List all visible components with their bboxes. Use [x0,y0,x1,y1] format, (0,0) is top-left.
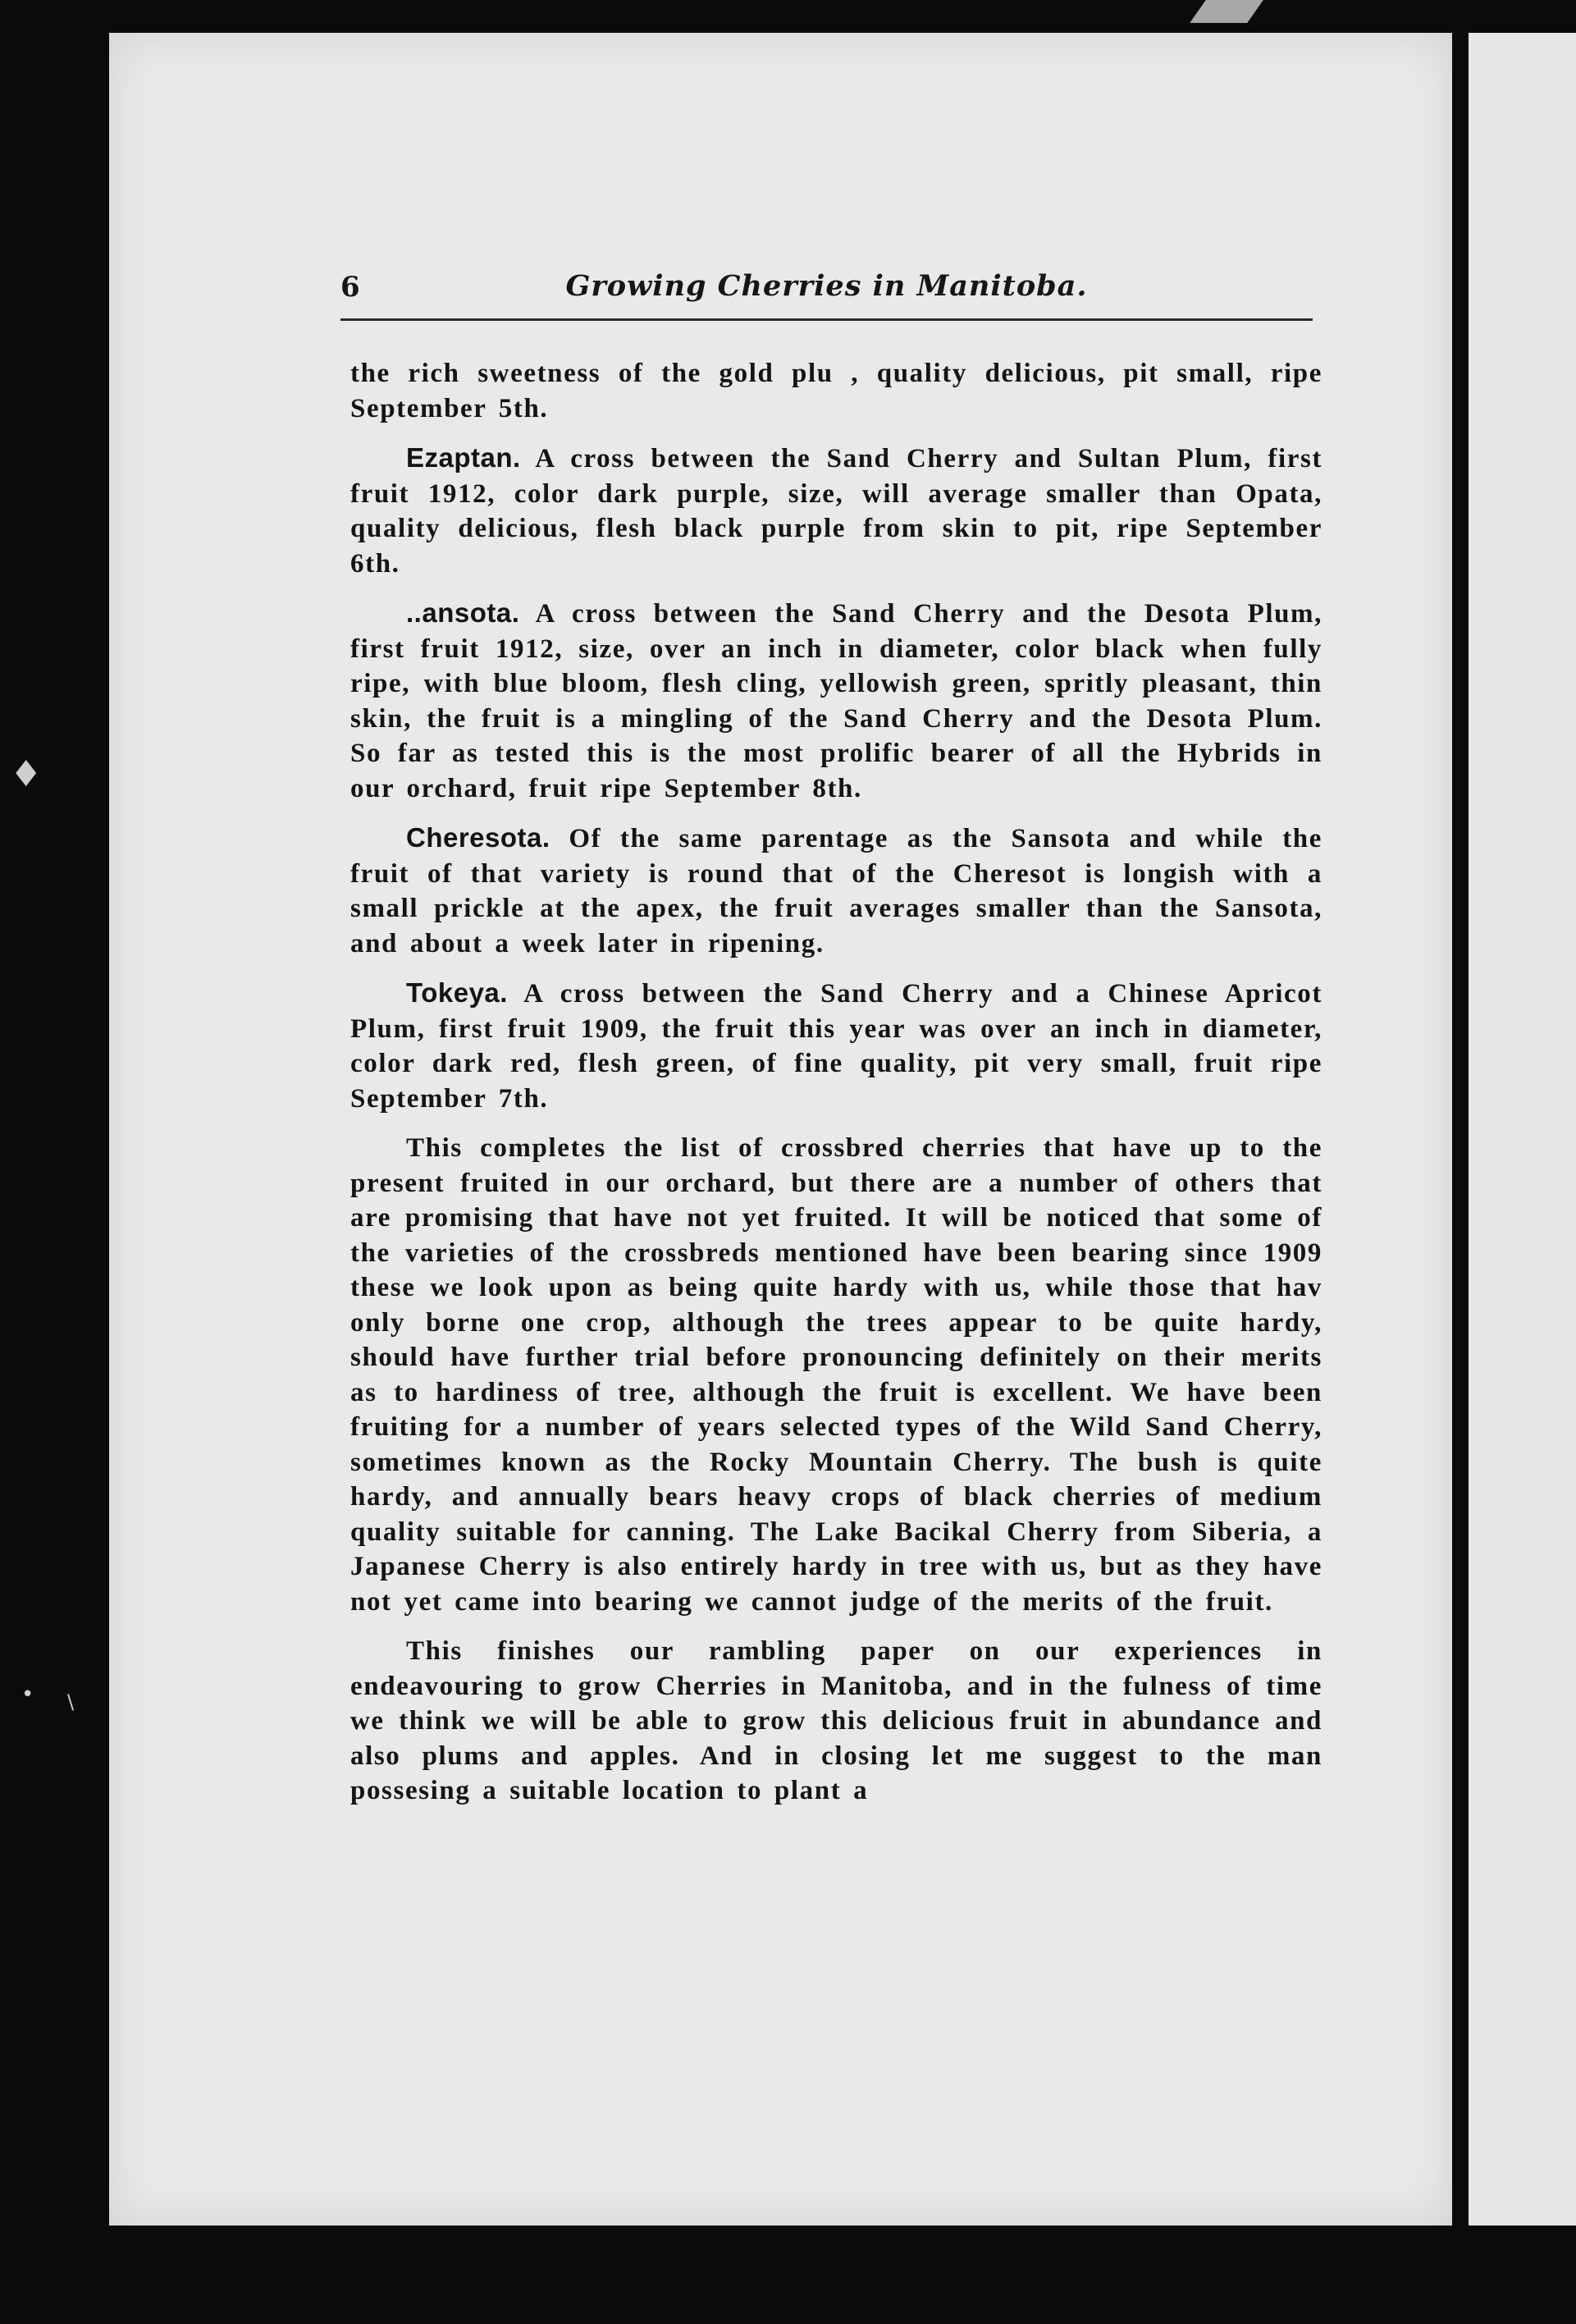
paragraph-text: A cross between the Sand Cherry and Sultan Plum, first fruit 1912, color dark purple, size, will average smaller than Opata, quality delicious, flesh black purple from skin to pit, ripe September 6th. [350,444,1322,579]
running-title: Growing Cherries in Manitoba. [565,269,1088,303]
margin-blot: ♦ [10,753,43,795]
paragraph-continuation [350,356,1322,426]
paragraph-text: A cross between the Sand Cherry and the Desota Plum, first fruit 1912, size, over an inch in diameter, color black when fully ripe, with blue bloom, flesh cling, yellowish green, spritly pleasant, thin skin, the fruit is a mingling of the Sand Cherry and the Desota Plum. So far as tested this is the most prolific bearer of all the Hybrids in our orchard, fruit ripe September 8th. [350,599,1322,803]
paragraph-cheresota [350,821,1322,961]
paragraph-closing [350,1634,1322,1809]
paragraph-crossbred-summary [350,1131,1322,1619]
paragraph-text: Of the same parentage as the Sansota and while the fruit of that variety is round that of the Cheresot is longish with a small prickle at the apex, the fruit averages smaller than the Sansota, and about a week later in ripening. [350,824,1322,958]
running-header [340,266,1313,321]
paragraph-text: This finishes our rambling paper on our experiences in endeavouring to grow Cherries in Manitoba, and in the fulness of time we think we will be able to grow this delicious fruit in abundance and also plums and apples. And in closing let me suggest to the man possesing a suitable location to plant a [350,1636,1322,1805]
variety-name: ..ansota. [406,597,520,628]
variety-name: Ezaptan. [406,442,521,473]
paragraph-sansota [350,596,1322,806]
variety-name: Tokeya. [406,977,508,1008]
paragraph-text: This completes the list of crossbred cherries that have up to the present fruited in our orchard, but there are a number of others that are promising that have not yet fruited. It will be noticed that some of the varieties of the crossbreds mentioned have been bearing since 1909 these we look upon as being quite hardy with us, while those that hav only borne one crop, although the trees appear to be quite hardy, should have further trial before pronouncing definitely on their merits as to hardiness of tree, although the fruit is excellent. We have been fruiting for a number of years selected types of the Wild Sand Cherry, sometimes known as the Rocky Mountain Cherry. The bush is quite hardy, and annually bears heavy crops of black cherries of medium quality suitable for canning. The Lake Bacikal Cherry from Siberia, a Japanese Cherry is also entirely hardy in tree with us, but as they have not yet came into bearing we cannot judge of the merits of the fruit. [350,1133,1322,1617]
margin-speck: \ [67,1690,75,1713]
paragraph-ezaptan [350,441,1322,581]
paragraph-tokeya [350,976,1322,1116]
page-number: 6 [340,271,360,304]
margin-speck: • [21,1682,34,1707]
body-text [350,356,1322,1823]
paragraph-text: the rich sweetness of the gold plu , quality delicious, pit small, ripe September 5th. [350,359,1322,423]
scanner-glare [1190,0,1263,23]
variety-name: Cheresota. [406,822,550,853]
adjacent-page-edge [1469,33,1576,2226]
paragraph-text: A cross between the Sand Cherry and a Chinese Apricot Plum, first fruit 1909, the fruit this year was over an inch in diameter, color dark red, flesh green, of fine quality, pit very small, fruit ripe September 7th. [350,979,1322,1114]
